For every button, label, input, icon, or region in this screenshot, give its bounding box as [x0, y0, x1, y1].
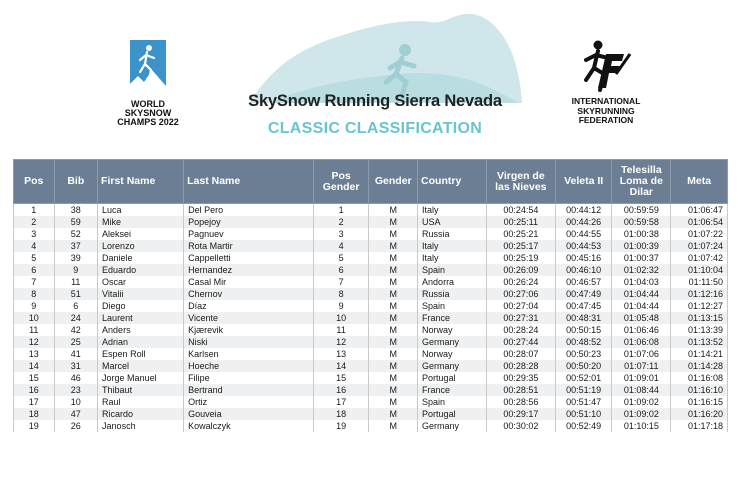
cell-pos: 2 — [14, 216, 55, 228]
col-header-country: Country — [418, 160, 487, 204]
cell-country: Italy — [418, 240, 487, 252]
cell-gender: M — [369, 240, 418, 252]
table-row — [14, 312, 728, 324]
cell-last-name: Rota Martir — [184, 240, 314, 252]
cell-veleta-ii: 00:46:57 — [555, 276, 612, 288]
cell-pos: 12 — [14, 336, 55, 348]
col-header-telesilla-loma-de-dilar: Telesilla Loma de Dilar — [612, 160, 671, 204]
cell-virgen-de-las-nieves: 00:27:06 — [486, 288, 555, 300]
cell-last-name: Chernov — [184, 288, 314, 300]
cell-virgen-de-las-nieves: 00:28:56 — [486, 396, 555, 408]
cell-veleta-ii: 00:51:47 — [555, 396, 612, 408]
cell-bib: 59 — [54, 216, 98, 228]
cell-bib: 52 — [54, 228, 98, 240]
cell-bib: 9 — [54, 264, 98, 276]
cell-virgen-de-las-nieves: 00:27:44 — [486, 336, 555, 348]
page-title: SkySnow Running Sierra Nevada — [248, 92, 502, 110]
table-row — [14, 384, 728, 396]
right-logo-line1: INTERNATIONAL — [571, 96, 641, 106]
cell-pos: 13 — [14, 348, 55, 360]
cell-first-name: Eduardo — [98, 264, 184, 276]
cell-veleta-ii: 00:44:26 — [555, 216, 612, 228]
cell-last-name: Kowalczyk — [184, 420, 314, 432]
col-header-bib: Bib — [54, 160, 98, 204]
cell-country: Spain — [418, 396, 487, 408]
cell-telesilla-loma-de-dilar: 01:07:06 — [612, 348, 671, 360]
cell-pos-gender: 5 — [313, 252, 369, 264]
cell-country: Spain — [418, 264, 487, 276]
cell-bib: 11 — [54, 276, 98, 288]
table-row — [14, 264, 728, 276]
cell-virgen-de-las-nieves: 00:26:09 — [486, 264, 555, 276]
cell-telesilla-loma-de-dilar: 01:00:39 — [612, 240, 671, 252]
cell-country: USA — [418, 216, 487, 228]
cell-gender: M — [369, 264, 418, 276]
cell-gender: M — [369, 276, 418, 288]
cell-gender: M — [369, 336, 418, 348]
table-row — [14, 360, 728, 372]
cell-pos: 19 — [14, 420, 55, 432]
cell-first-name: Aleksei — [98, 228, 184, 240]
results-table — [13, 159, 728, 432]
cell-pos: 16 — [14, 384, 55, 396]
cell-gender: M — [369, 384, 418, 396]
cell-telesilla-loma-de-dilar: 01:04:44 — [612, 300, 671, 312]
page-header — [0, 0, 741, 158]
cell-country: Germany — [418, 360, 487, 372]
cell-first-name: Janosch — [98, 420, 184, 432]
cell-pos: 9 — [14, 300, 55, 312]
cell-pos-gender: 7 — [313, 276, 369, 288]
cell-veleta-ii: 00:48:31 — [555, 312, 612, 324]
cell-meta: 01:14:28 — [671, 360, 728, 372]
cell-veleta-ii: 00:44:53 — [555, 240, 612, 252]
cell-last-name: Karlsen — [184, 348, 314, 360]
cell-pos: 6 — [14, 264, 55, 276]
cell-pos-gender: 2 — [313, 216, 369, 228]
cell-gender: M — [369, 228, 418, 240]
table-row — [14, 216, 728, 228]
cell-pos-gender: 19 — [313, 420, 369, 432]
cell-gender: M — [369, 408, 418, 420]
col-header-veleta-ii: Veleta II — [555, 160, 612, 204]
cell-first-name: Lorenzo — [98, 240, 184, 252]
cell-country: Andorra — [418, 276, 487, 288]
cell-bib: 39 — [54, 252, 98, 264]
cell-pos-gender: 3 — [313, 228, 369, 240]
cell-bib: 38 — [54, 204, 98, 217]
cell-telesilla-loma-de-dilar: 01:09:02 — [612, 396, 671, 408]
page-subtitle: CLASSIC CLASSIFICATION — [267, 120, 483, 137]
cell-veleta-ii: 00:50:15 — [555, 324, 612, 336]
cell-first-name: Anders — [98, 324, 184, 336]
cell-veleta-ii: 00:44:55 — [555, 228, 612, 240]
right-logo-line2: SKYRUNNING — [577, 105, 635, 116]
cell-telesilla-loma-de-dilar: 00:59:58 — [612, 216, 671, 228]
cell-bib: 51 — [54, 288, 98, 300]
cell-meta: 01:12:16 — [671, 288, 728, 300]
cell-gender: M — [369, 312, 418, 324]
cell-virgen-de-las-nieves: 00:25:17 — [486, 240, 555, 252]
left-logo-line3: CHAMPS 2022 — [117, 117, 179, 127]
cell-country: Italy — [418, 252, 487, 264]
cell-first-name: Diego — [98, 300, 184, 312]
cell-pos-gender: 13 — [313, 348, 369, 360]
table-header-row — [14, 160, 728, 204]
cell-virgen-de-las-nieves: 00:25:19 — [486, 252, 555, 264]
cell-veleta-ii: 00:52:49 — [555, 420, 612, 432]
cell-pos: 5 — [14, 252, 55, 264]
cell-veleta-ii: 00:48:52 — [555, 336, 612, 348]
cell-last-name: Cappelletti — [184, 252, 314, 264]
cell-telesilla-loma-de-dilar: 01:04:44 — [612, 288, 671, 300]
cell-veleta-ii: 00:50:20 — [555, 360, 612, 372]
cell-meta: 01:10:04 — [671, 264, 728, 276]
cell-last-name: Hernandez — [184, 264, 314, 276]
cell-gender: M — [369, 204, 418, 217]
table-row — [14, 348, 728, 360]
skier-icon — [130, 40, 166, 98]
cell-pos-gender: 10 — [313, 312, 369, 324]
cell-first-name: Jorge Manuel — [98, 372, 184, 384]
cell-country: Portugal — [418, 372, 487, 384]
cell-veleta-ii: 00:51:19 — [555, 384, 612, 396]
cell-first-name: Espen Roll — [98, 348, 184, 360]
cell-veleta-ii: 00:52:01 — [555, 372, 612, 384]
col-header-virgen-de-las-nieves: Virgen de las Nieves — [486, 160, 555, 204]
cell-first-name: Daniele — [98, 252, 184, 264]
table-row — [14, 408, 728, 420]
cell-meta: 01:16:10 — [671, 384, 728, 396]
cell-veleta-ii: 00:47:45 — [555, 300, 612, 312]
cell-pos: 17 — [14, 396, 55, 408]
left-logo-line1: WORLD — [131, 99, 165, 109]
cell-meta: 01:07:22 — [671, 228, 728, 240]
cell-telesilla-loma-de-dilar: 00:59:59 — [612, 204, 671, 217]
isf-runner-icon — [578, 38, 634, 96]
cell-telesilla-loma-de-dilar: 01:04:03 — [612, 276, 671, 288]
cell-last-name: Díaz — [184, 300, 314, 312]
cell-pos-gender: 18 — [313, 408, 369, 420]
cell-last-name: Gouveia — [184, 408, 314, 420]
cell-bib: 41 — [54, 348, 98, 360]
cell-meta: 01:16:20 — [671, 408, 728, 420]
cell-pos-gender: 14 — [313, 360, 369, 372]
cell-bib: 24 — [54, 312, 98, 324]
cell-telesilla-loma-de-dilar: 01:07:11 — [612, 360, 671, 372]
cell-meta: 01:13:15 — [671, 312, 728, 324]
cell-pos: 1 — [14, 204, 55, 217]
cell-meta: 01:07:42 — [671, 252, 728, 264]
table-row — [14, 288, 728, 300]
table-row — [14, 228, 728, 240]
cell-veleta-ii: 00:47:49 — [555, 288, 612, 300]
cell-virgen-de-las-nieves: 00:28:24 — [486, 324, 555, 336]
cell-telesilla-loma-de-dilar: 01:05:48 — [612, 312, 671, 324]
cell-first-name: Laurent — [98, 312, 184, 324]
cell-first-name: Mike — [98, 216, 184, 228]
cell-pos-gender: 12 — [313, 336, 369, 348]
col-header-meta: Meta — [671, 160, 728, 204]
cell-telesilla-loma-de-dilar: 01:10:15 — [612, 420, 671, 432]
left-logo-line2: SKYSNOW — [124, 108, 172, 118]
cell-virgen-de-las-nieves: 00:25:21 — [486, 228, 555, 240]
cell-virgen-de-las-nieves: 00:29:17 — [486, 408, 555, 420]
cell-telesilla-loma-de-dilar: 01:02:32 — [612, 264, 671, 276]
cell-pos: 7 — [14, 276, 55, 288]
cell-country: Italy — [418, 204, 487, 217]
cell-pos: 11 — [14, 324, 55, 336]
cell-meta: 01:12:27 — [671, 300, 728, 312]
cell-first-name: Ricardo — [98, 408, 184, 420]
cell-country: Norway — [418, 348, 487, 360]
cell-pos-gender: 9 — [313, 300, 369, 312]
cell-bib: 42 — [54, 324, 98, 336]
table-row — [14, 204, 728, 217]
cell-last-name: Niski — [184, 336, 314, 348]
cell-pos-gender: 6 — [313, 264, 369, 276]
cell-gender: M — [369, 288, 418, 300]
cell-bib: 37 — [54, 240, 98, 252]
cell-first-name: Raul — [98, 396, 184, 408]
table-row — [14, 276, 728, 288]
table-row — [14, 372, 728, 384]
cell-pos: 4 — [14, 240, 55, 252]
cell-gender: M — [369, 396, 418, 408]
cell-gender: M — [369, 372, 418, 384]
cell-telesilla-loma-de-dilar: 01:06:46 — [612, 324, 671, 336]
cell-first-name: Luca — [98, 204, 184, 217]
cell-country: France — [418, 384, 487, 396]
cell-bib: 46 — [54, 372, 98, 384]
cell-pos: 18 — [14, 408, 55, 420]
col-header-gender: Gender — [369, 160, 418, 204]
cell-virgen-de-las-nieves: 00:27:31 — [486, 312, 555, 324]
cell-virgen-de-las-nieves: 00:25:11 — [486, 216, 555, 228]
cell-last-name: Pagnuev — [184, 228, 314, 240]
cell-virgen-de-las-nieves: 00:28:28 — [486, 360, 555, 372]
cell-pos-gender: 1 — [313, 204, 369, 217]
cell-country: Germany — [418, 336, 487, 348]
cell-country: Russia — [418, 288, 487, 300]
cell-meta: 01:14:21 — [671, 348, 728, 360]
cell-country: Norway — [418, 324, 487, 336]
cell-telesilla-loma-de-dilar: 01:00:38 — [612, 228, 671, 240]
table-row — [14, 252, 728, 264]
cell-pos-gender: 15 — [313, 372, 369, 384]
cell-pos-gender: 17 — [313, 396, 369, 408]
cell-first-name: Vitalii — [98, 288, 184, 300]
cell-bib: 25 — [54, 336, 98, 348]
cell-veleta-ii: 00:46:10 — [555, 264, 612, 276]
table-row — [14, 336, 728, 348]
cell-meta: 01:13:52 — [671, 336, 728, 348]
cell-veleta-ii: 00:50:23 — [555, 348, 612, 360]
cell-first-name: Thibaut — [98, 384, 184, 396]
cell-last-name: Popejoy — [184, 216, 314, 228]
cell-veleta-ii: 00:45:16 — [555, 252, 612, 264]
cell-gender: M — [369, 360, 418, 372]
cell-bib: 23 — [54, 384, 98, 396]
cell-country: Russia — [418, 228, 487, 240]
cell-meta: 01:16:15 — [671, 396, 728, 408]
cell-telesilla-loma-de-dilar: 01:00:37 — [612, 252, 671, 264]
cell-first-name: Oscar — [98, 276, 184, 288]
cell-last-name: Hoeche — [184, 360, 314, 372]
cell-virgen-de-las-nieves: 00:24:54 — [486, 204, 555, 217]
cell-meta: 01:17:18 — [671, 420, 728, 432]
cell-gender: M — [369, 252, 418, 264]
table-row — [14, 396, 728, 408]
cell-last-name: Vicente — [184, 312, 314, 324]
cell-telesilla-loma-de-dilar: 01:08:44 — [612, 384, 671, 396]
cell-bib: 10 — [54, 396, 98, 408]
cell-veleta-ii: 00:44:12 — [555, 204, 612, 217]
cell-virgen-de-las-nieves: 00:28:51 — [486, 384, 555, 396]
table-row — [14, 420, 728, 432]
cell-country: Germany — [418, 420, 487, 432]
cell-bib: 31 — [54, 360, 98, 372]
cell-pos: 3 — [14, 228, 55, 240]
cell-last-name: Del Pero — [184, 204, 314, 217]
international-skyrunning-federation-logo — [561, 38, 651, 138]
cell-virgen-de-las-nieves: 00:29:35 — [486, 372, 555, 384]
cell-bib: 47 — [54, 408, 98, 420]
cell-country: Spain — [418, 300, 487, 312]
table-row — [14, 300, 728, 312]
cell-veleta-ii: 00:51:10 — [555, 408, 612, 420]
cell-pos-gender: 16 — [313, 384, 369, 396]
table-row — [14, 324, 728, 336]
cell-bib: 6 — [54, 300, 98, 312]
cell-last-name: Filipe — [184, 372, 314, 384]
cell-pos: 10 — [14, 312, 55, 324]
cell-pos: 15 — [14, 372, 55, 384]
cell-telesilla-loma-de-dilar: 01:06:08 — [612, 336, 671, 348]
cell-telesilla-loma-de-dilar: 01:09:01 — [612, 372, 671, 384]
cell-gender: M — [369, 300, 418, 312]
cell-meta: 01:16:08 — [671, 372, 728, 384]
cell-last-name: Ortiz — [184, 396, 314, 408]
cell-meta: 01:07:24 — [671, 240, 728, 252]
cell-last-name: Bertrand — [184, 384, 314, 396]
col-header-pos: Pos — [14, 160, 55, 204]
cell-virgen-de-las-nieves: 00:30:02 — [486, 420, 555, 432]
cell-pos: 8 — [14, 288, 55, 300]
cell-meta: 01:06:54 — [671, 216, 728, 228]
cell-bib: 26 — [54, 420, 98, 432]
cell-gender: M — [369, 216, 418, 228]
cell-pos: 14 — [14, 360, 55, 372]
cell-first-name: Marcel — [98, 360, 184, 372]
cell-gender: M — [369, 324, 418, 336]
cell-gender: M — [369, 420, 418, 432]
col-header-last-name: Last Name — [184, 160, 314, 204]
cell-pos-gender: 4 — [313, 240, 369, 252]
cell-last-name: Kjærevik — [184, 324, 314, 336]
cell-country: France — [418, 312, 487, 324]
cell-pos-gender: 11 — [313, 324, 369, 336]
cell-country: Portugal — [418, 408, 487, 420]
cell-meta: 01:06:47 — [671, 204, 728, 217]
col-header-first-name: First Name — [98, 160, 184, 204]
cell-pos-gender: 8 — [313, 288, 369, 300]
right-logo-line3: FEDERATION — [578, 115, 634, 125]
world-skysnow-champs-logo — [103, 40, 193, 140]
cell-meta: 01:11:50 — [671, 276, 728, 288]
cell-virgen-de-las-nieves: 00:26:24 — [486, 276, 555, 288]
col-header-pos-gender: Pos Gender — [313, 160, 369, 204]
table-row — [14, 240, 728, 252]
cell-virgen-de-las-nieves: 00:27:04 — [486, 300, 555, 312]
cell-gender: M — [369, 348, 418, 360]
cell-first-name: Adrian — [98, 336, 184, 348]
cell-telesilla-loma-de-dilar: 01:09:02 — [612, 408, 671, 420]
cell-meta: 01:13:39 — [671, 324, 728, 336]
cell-virgen-de-las-nieves: 00:28:07 — [486, 348, 555, 360]
cell-last-name: Casal Mir — [184, 276, 314, 288]
